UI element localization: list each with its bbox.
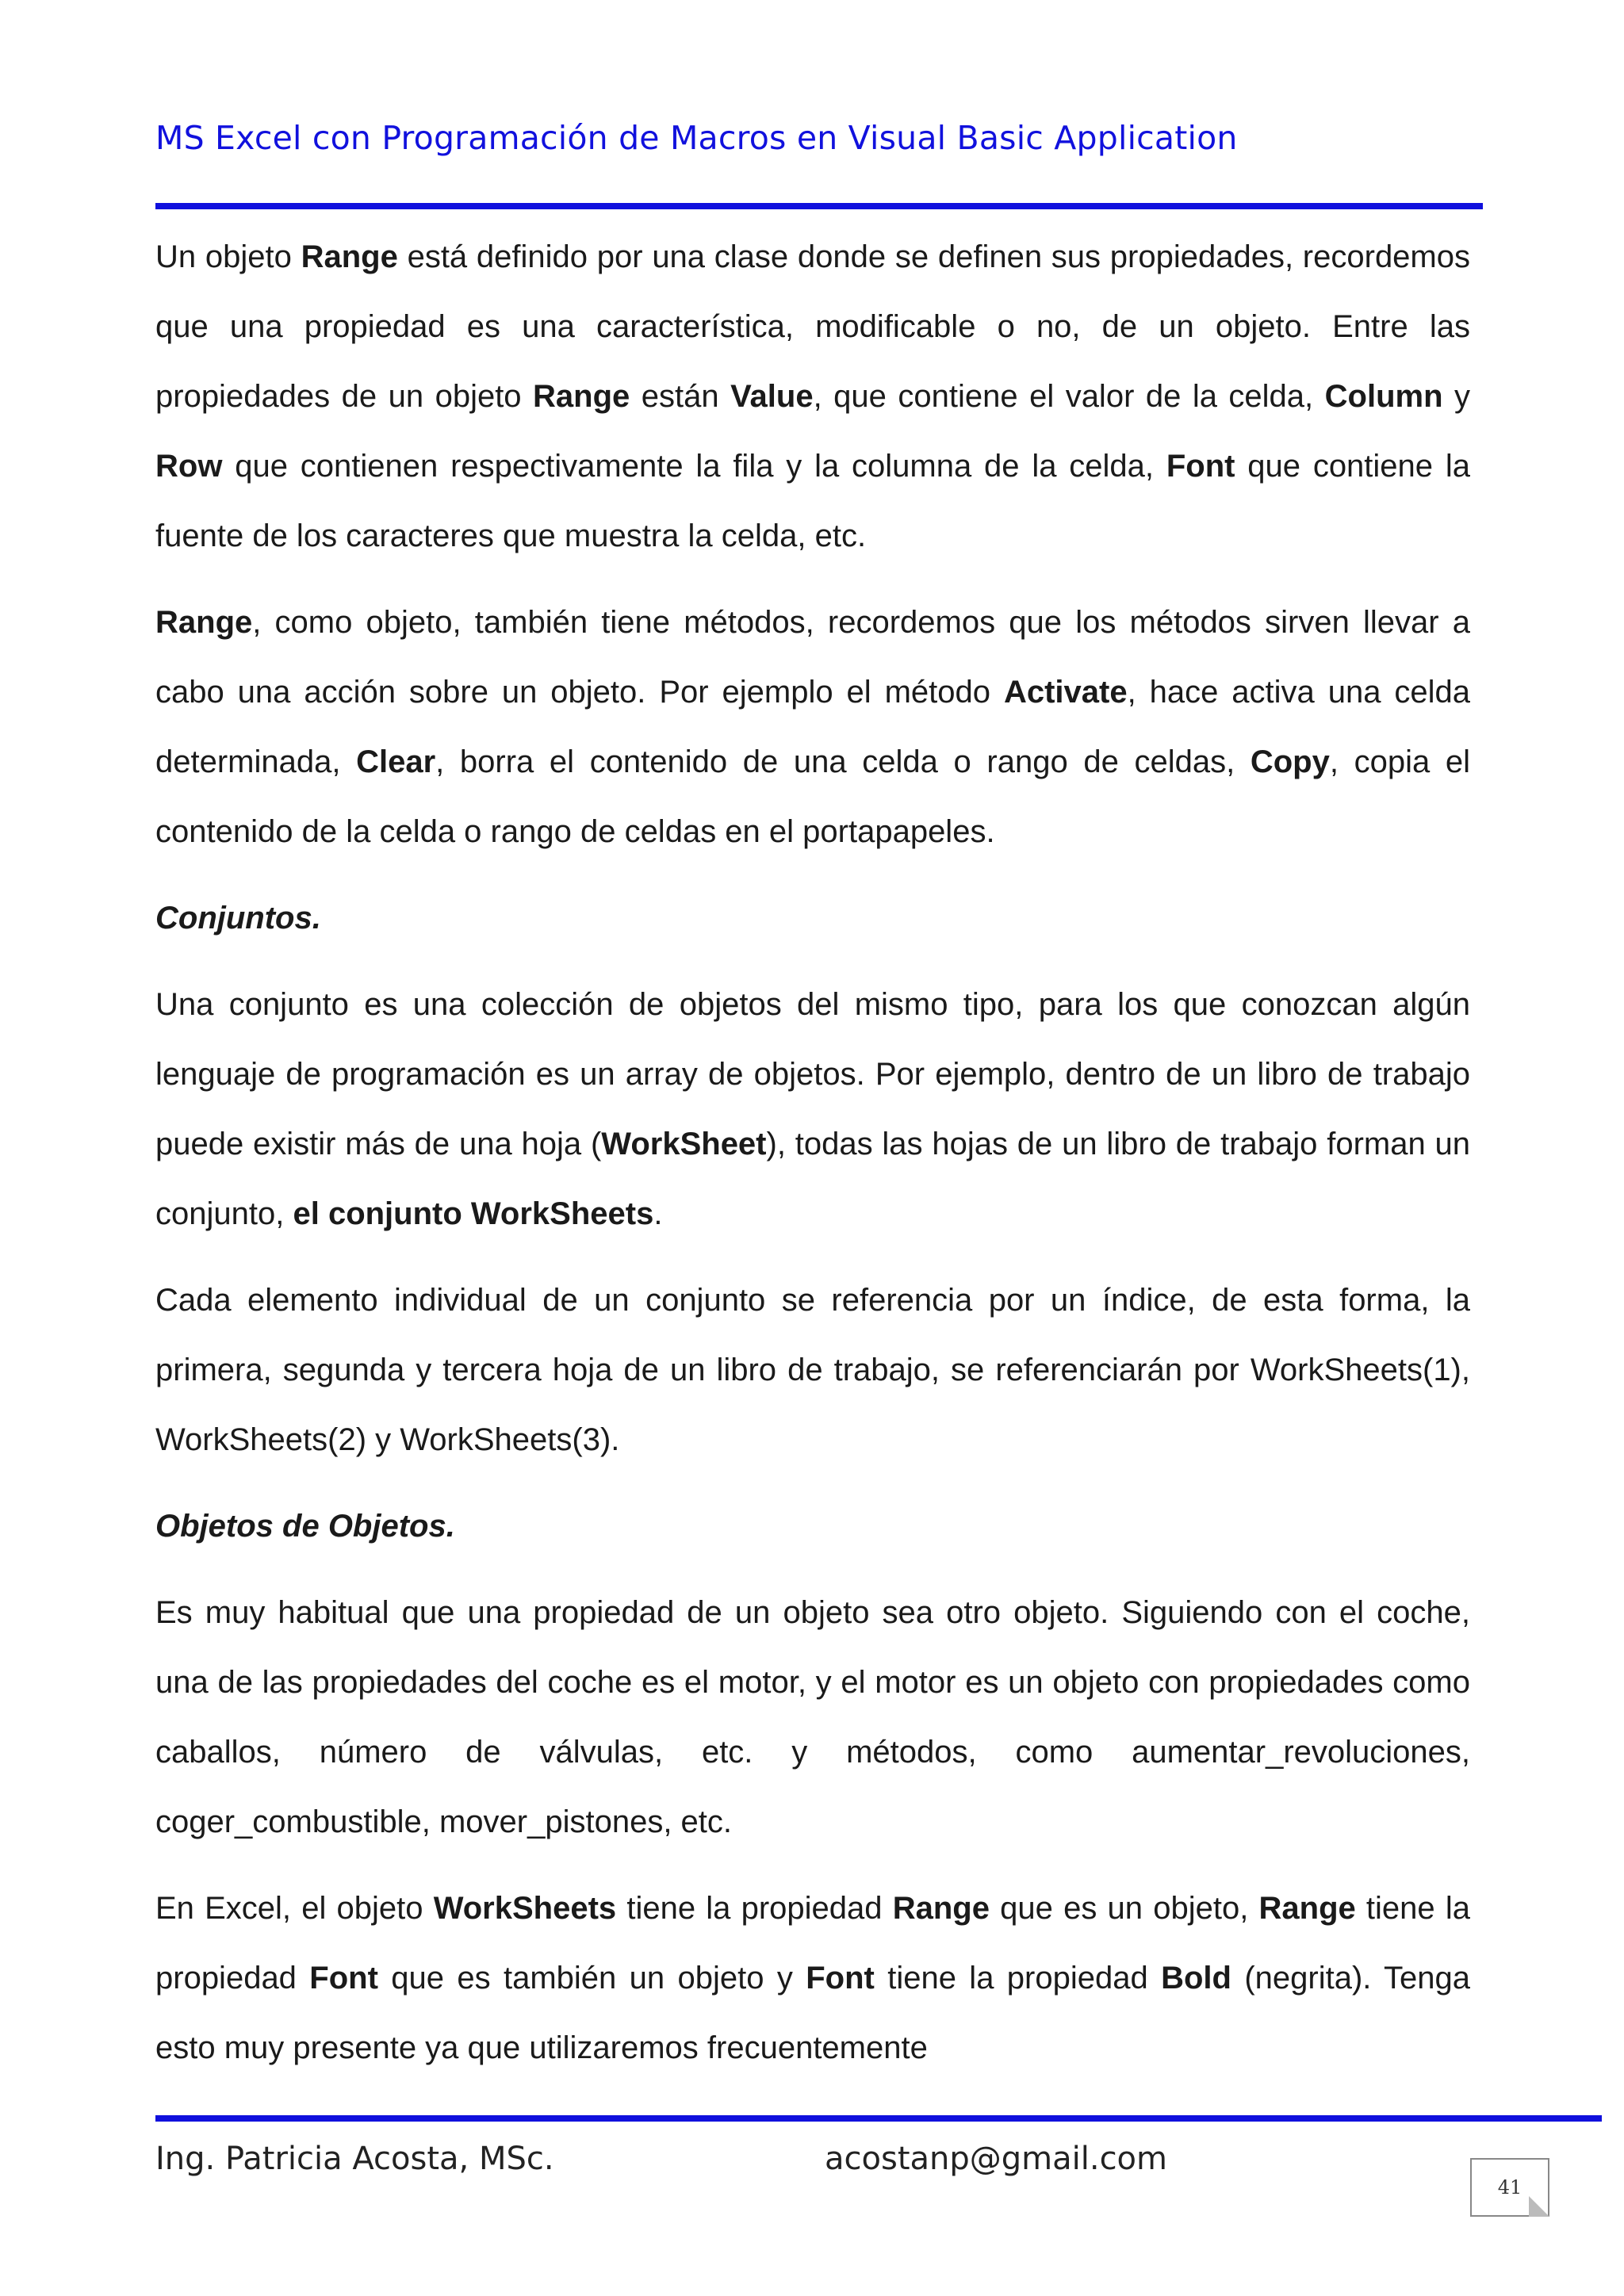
paragraph-objetos-propiedad: Es muy habitual que una propiedad de un objeto sea otro objeto. Siguiendo con el coche, una de las propiedades del coche es el motor, y el motor es un objeto con propiedades como caballos, número de válvulas, etc. y métodos, como aumentar_revoluciones, coger_combustible, mover_pistones, etc. bbox=[155, 1595, 1470, 1839]
page-curl-icon bbox=[1529, 2196, 1549, 2217]
bold-term: Row bbox=[155, 449, 223, 484]
bold-term: Column bbox=[1324, 379, 1443, 414]
bold-term: Font bbox=[309, 1961, 378, 1996]
section-heading-conjuntos: Conjuntos. bbox=[155, 901, 321, 936]
paragraph-excel-worksheets: En Excel, el objeto WorkSheets tiene la propiedad Range que es un objeto, Range tiene la propiedad Font que es también un objeto y Font tiene la propiedad Bold (negrita). Tenga esto muy presente ya que utilizaremos frecuentemente bbox=[155, 1891, 1471, 2065]
footer-author: Ing. Patricia Acosta, MSc. bbox=[155, 2141, 554, 2177]
paragraph-conjunto-index: Cada elemento individual de un conjunto se referencia por un índice, de esta forma, la primera, segunda y tercera hoja de un libro de trabajo, se referenciarán por WorkSheets(1), WorkSheets(2) y WorkSheets(3). bbox=[155, 1283, 1470, 1457]
bold-term: Value bbox=[730, 379, 814, 414]
bold-term: Activate bbox=[1003, 675, 1128, 710]
bold-term: Bold bbox=[1161, 1961, 1231, 1996]
document-body bbox=[155, 222, 1470, 2099]
bold-term: Range bbox=[301, 239, 398, 274]
bold-term: Range bbox=[1258, 1891, 1356, 1926]
footer-email: acostanp@gmail.com bbox=[825, 2141, 1167, 2177]
section-heading-objetos-de-objetos: Objetos de Objetos. bbox=[155, 1509, 455, 1544]
bold-term: Range bbox=[533, 379, 630, 414]
bold-term: WorkSheet bbox=[601, 1127, 767, 1161]
footer-divider bbox=[155, 2115, 1602, 2122]
paragraph-conjuntos: Una conjunto es una colección de objetos del mismo tipo, para los que conozcan algún lenguaje de programación es un array de objetos. Por ejemplo, dentro de un libro de trabajo puede existir más de una hoja (WorkSheet), todas las hojas de un libro de trabajo forman un conjunto, el conjunto WorkSheets. bbox=[155, 987, 1470, 1231]
page-number: 41 bbox=[1497, 2176, 1522, 2198]
bold-term: Range bbox=[155, 605, 253, 640]
bold-term: el conjunto WorkSheets bbox=[293, 1196, 654, 1231]
bold-term: Clear bbox=[356, 744, 436, 779]
page-number-badge bbox=[1470, 2158, 1549, 2217]
bold-term: Range bbox=[892, 1891, 990, 1926]
bold-term: WorkSheets bbox=[433, 1891, 617, 1926]
paragraph-range-methods: Range, como objeto, también tiene métodos, recordemos que los métodos sirven llevar a cabo una acción sobre un objeto. Por ejemplo el método Activate, hace activa una celda determinada, Clear, borra el contenido de una celda o rango de celdas, Copy, copia el contenido de la celda o rango de celdas en el portapapeles. bbox=[155, 605, 1470, 849]
bold-term: Font bbox=[1166, 449, 1235, 484]
page-header-title: MS Excel con Programación de Macros en Visual Basic Application bbox=[155, 119, 1238, 157]
bold-term: Font bbox=[806, 1961, 875, 1996]
paragraph-range-properties: Un objeto Range está definido por una clase donde se definen sus propiedades, recordemos que una propiedad es una característica, modificable o no, de un objeto. Entre las propiedades de un objeto Range están Value, que contiene el valor de la celda, Column y Row que contienen respectivamente la fila y la columna de la celda, Font que contiene la fuente de los caracteres que muestra la celda, etc. bbox=[155, 239, 1470, 553]
bold-term: Copy bbox=[1250, 744, 1330, 779]
header-divider bbox=[155, 203, 1483, 209]
